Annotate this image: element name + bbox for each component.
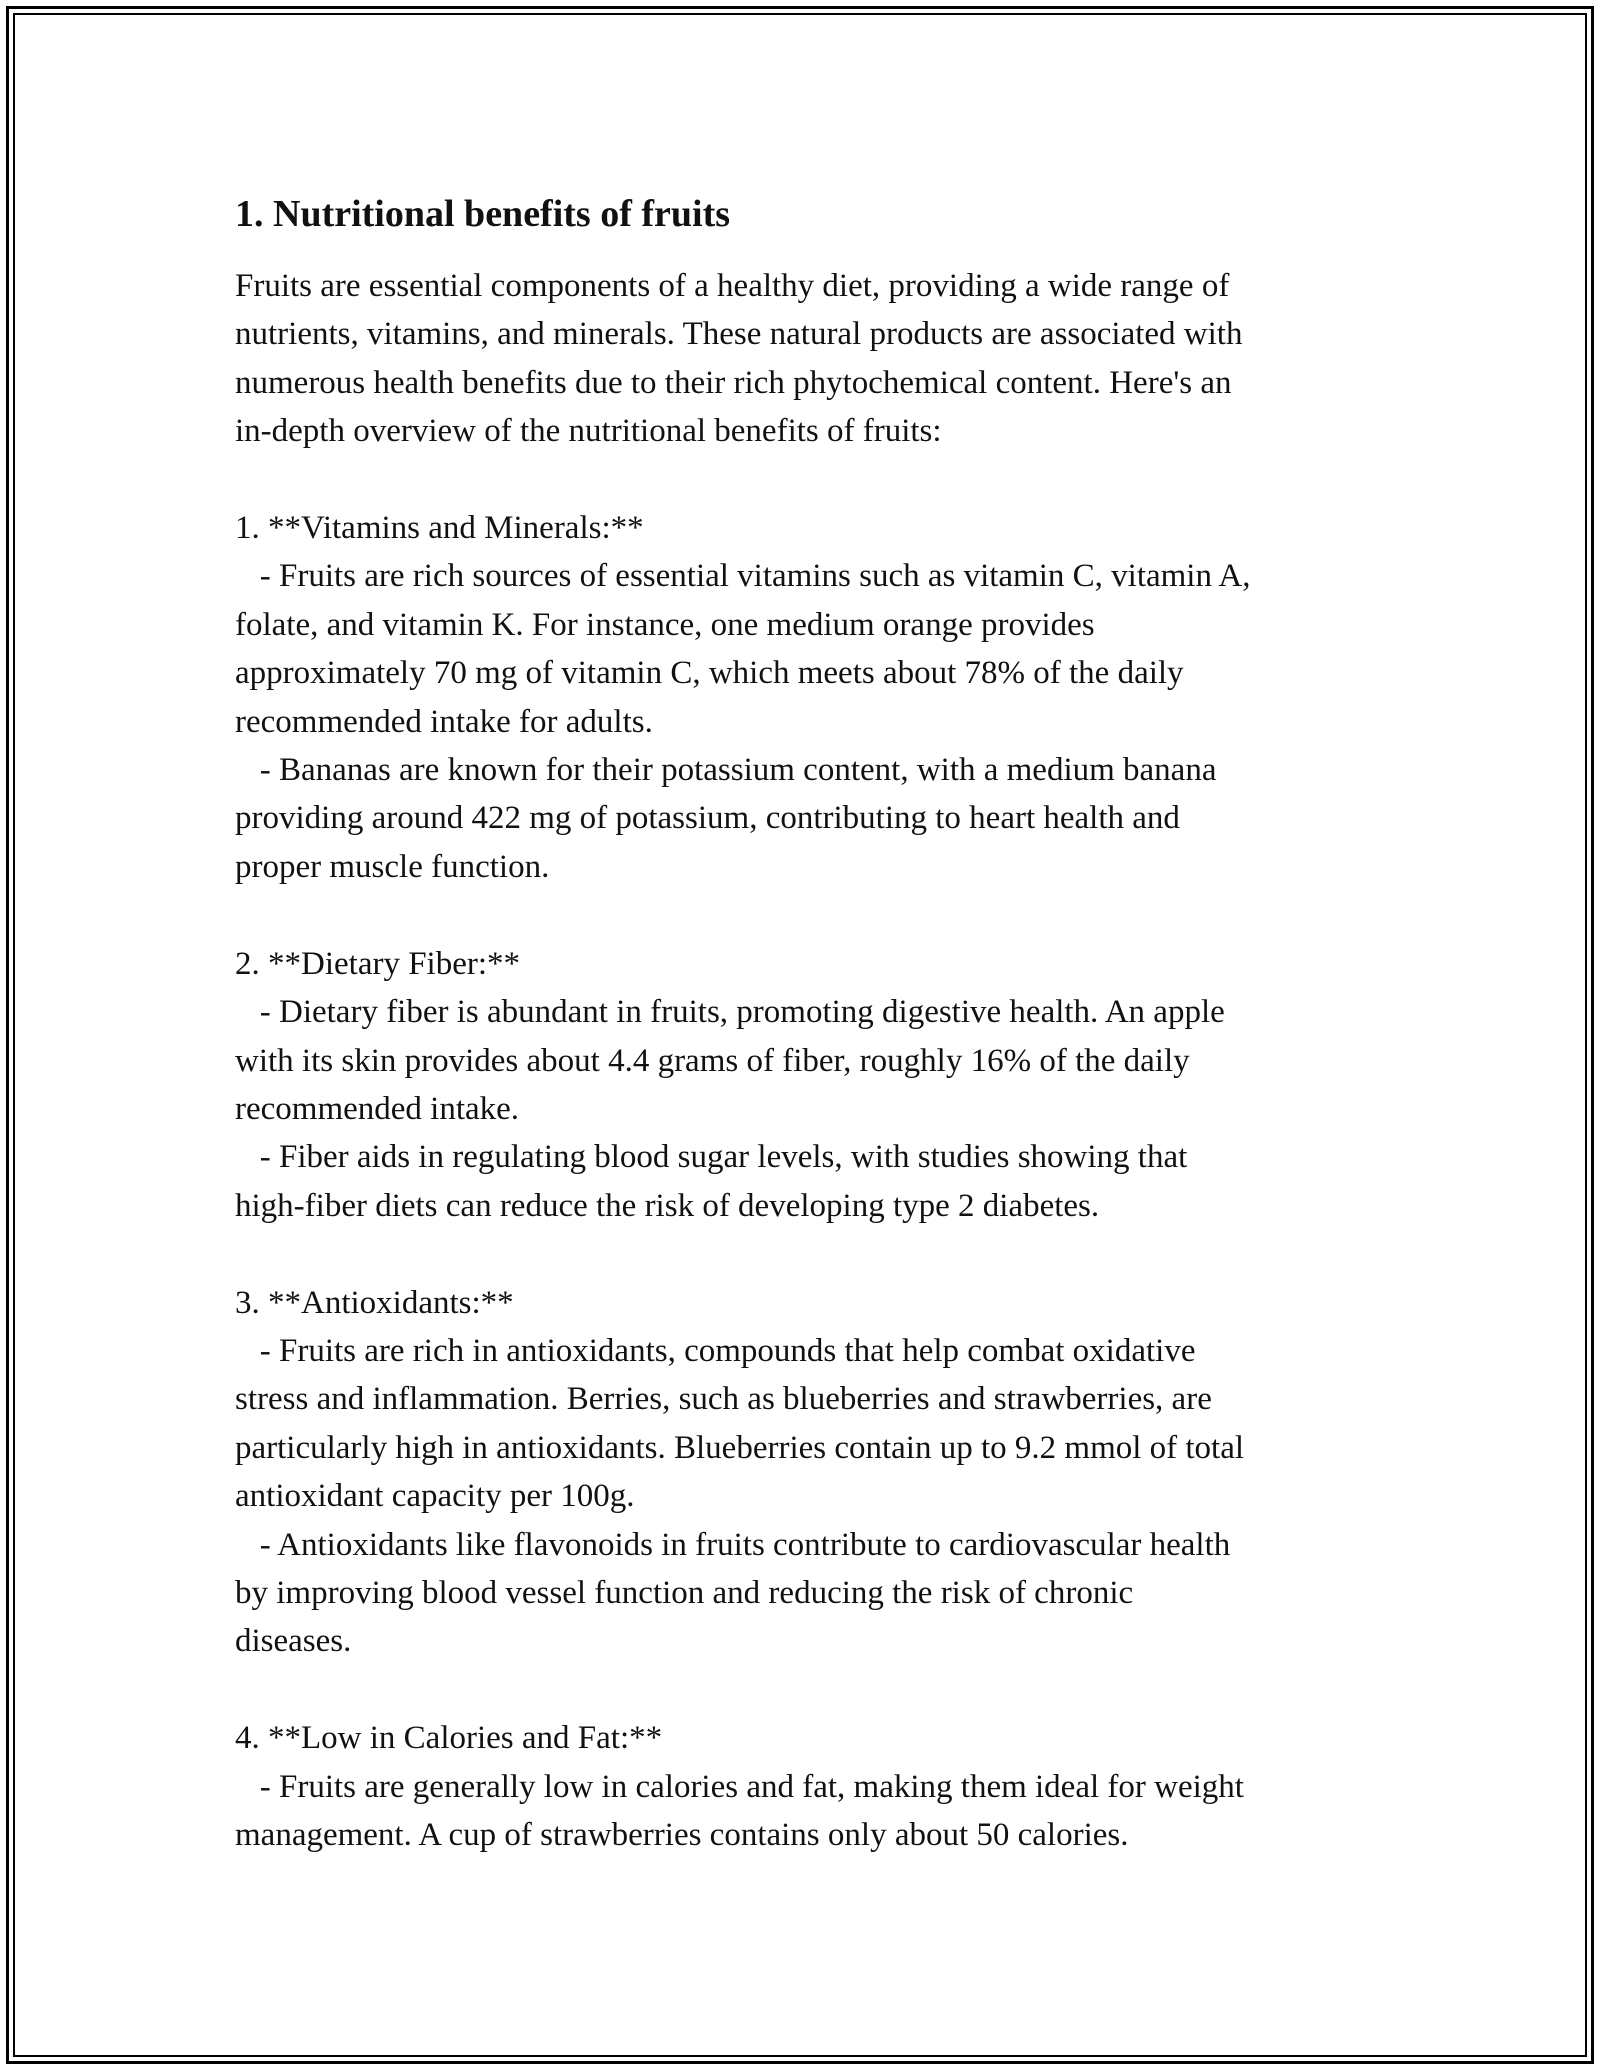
document-body bbox=[235, 186, 1385, 1859]
section-title: 1. Nutritional benefits of fruits bbox=[235, 193, 731, 235]
body-text: Fruits are essential components of a healthy diet, providing a wide range of nutrients, vitamins, and minerals. These natural products are associated with numerous health benefits due to their rich phytochemical content. Here's an in-depth overview of the nutritional benefits of fruits: 1. **Vitamins and Minerals:** - Fruits are rich sources of essential vitamins such as vitamin C, vitamin A, folate, and vitamin K. For instance, one medium orange provides approximately 70 mg of vitamin C, which meets about 78% of the daily recommended intake for adults. - Bananas are known for their potassium content, with a medium banana providing around 422 mg of potassium, contributing to heart health and proper muscle function. 2. **Dietary Fiber:** - Dietary fiber is abundant in fruits, promoting digestive health. An apple with its skin provides about 4.4 grams of fiber, roughly 16% of the daily recommended intake. - Fiber aids in regulating blood sugar levels, with studies showing that high-fiber diets can reduce the risk of developing type 2 diabetes. 3. **Antioxidants:** - Fruits are rich in antioxidants, compounds that help combat oxidative stress and inflammation. Berries, such as blueberries and strawberries, are particularly high in antioxidants. Blueberries contain up to 9.2 mmol of total antioxidant capacity per 100g. - Antioxidants like flavonoids in fruits contribute to cardiovascular health by improving blood vessel function and reducing the risk of chronic diseases. 4. **Low in Calories and Fat:** - Fruits are generally low in calories and fat, making them ideal for weight management. A cup of strawberries contains only about 50 calories. bbox=[235, 268, 1251, 1853]
